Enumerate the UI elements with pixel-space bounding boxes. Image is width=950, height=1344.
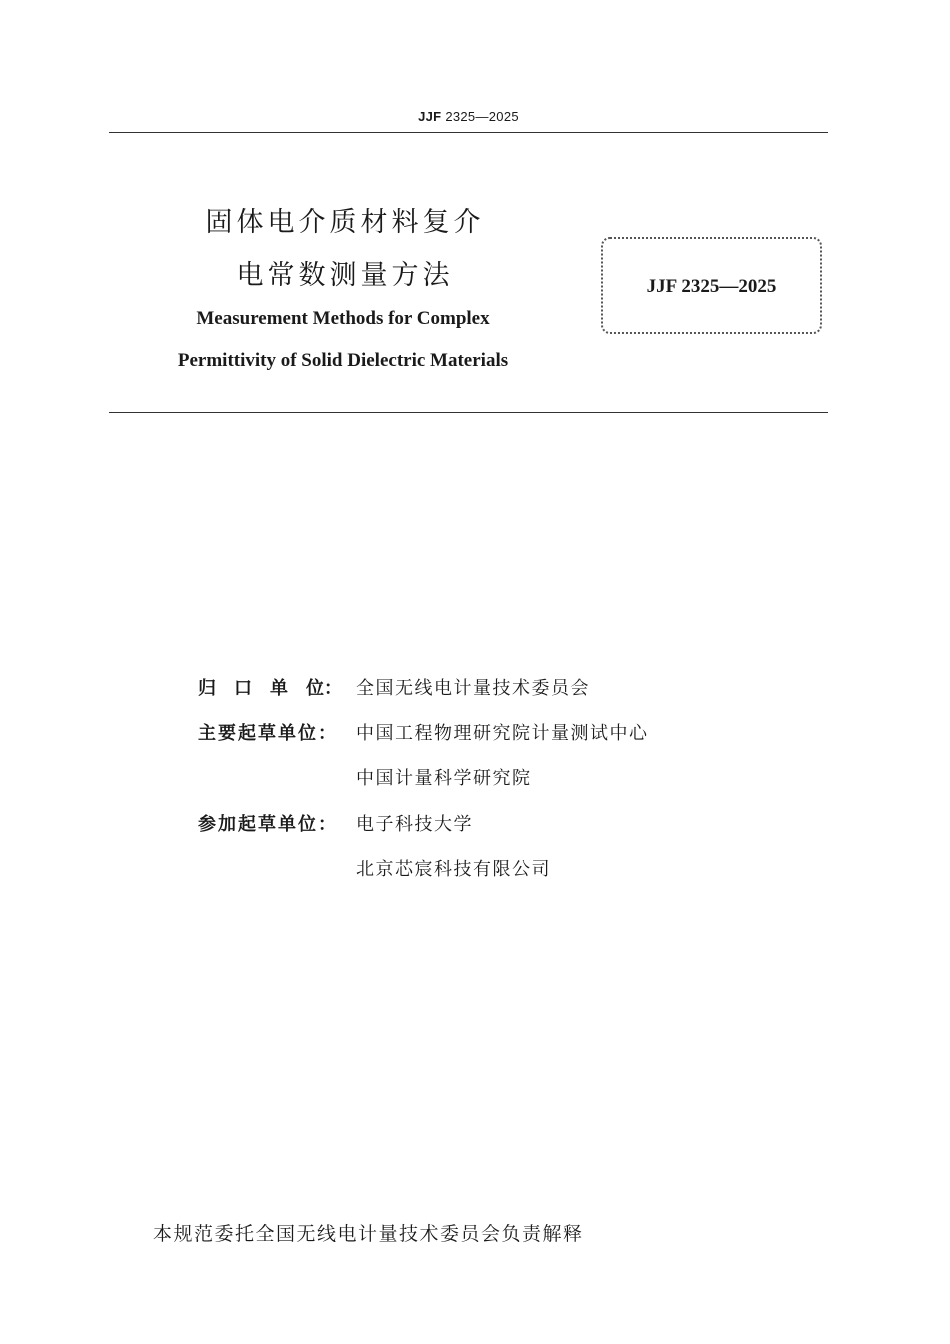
guikou-label-char: 单 xyxy=(270,678,288,699)
main-drafting-unit: 中国计量科学研究院 xyxy=(356,768,532,789)
title-rule xyxy=(109,412,828,413)
main-drafting-unit: 中国工程物理研究院计量测试中心 xyxy=(356,723,649,744)
title-en-line1: Measurement Methods for Complex xyxy=(196,308,490,329)
running-header xyxy=(109,109,828,124)
info-row-guikou xyxy=(198,677,590,701)
guikou-label-char: 归 xyxy=(198,678,216,699)
info-row-main-drafting xyxy=(198,722,649,746)
title-cn-line2: 电常数测量方法 xyxy=(236,260,454,291)
standard-code-box xyxy=(601,237,822,334)
info-row-main-drafting-cont xyxy=(198,767,532,791)
guikou-label-char: 位： xyxy=(306,678,342,699)
guikou-value: 全国无线电计量技术委员会 xyxy=(356,678,590,699)
guikou-label-char: 口 xyxy=(234,678,252,699)
header-rule xyxy=(109,132,828,133)
main-drafting-label: 主要起草单位： xyxy=(198,723,338,744)
title-en-line2: Permittivity of Solid Dielectric Materials xyxy=(177,350,509,371)
participating-unit: 电子科技大学 xyxy=(356,814,473,835)
participating-unit: 北京芯宸科技有限公司 xyxy=(356,859,551,880)
title-cn-line1: 固体电介质材料复介 xyxy=(205,207,485,238)
info-row-participating-cont xyxy=(198,858,551,882)
header-code-number: 2325—2025 xyxy=(445,109,519,124)
header-code-prefix: JJF xyxy=(418,109,442,124)
footer-note: 本规范委托全国无线电计量技术委员会负责解释 xyxy=(153,1223,584,1245)
info-row-participating xyxy=(198,813,473,837)
guikou-label xyxy=(198,677,356,701)
participating-label: 参加起草单位： xyxy=(198,814,338,835)
standard-code: JJF 2325—2025 xyxy=(646,276,777,297)
